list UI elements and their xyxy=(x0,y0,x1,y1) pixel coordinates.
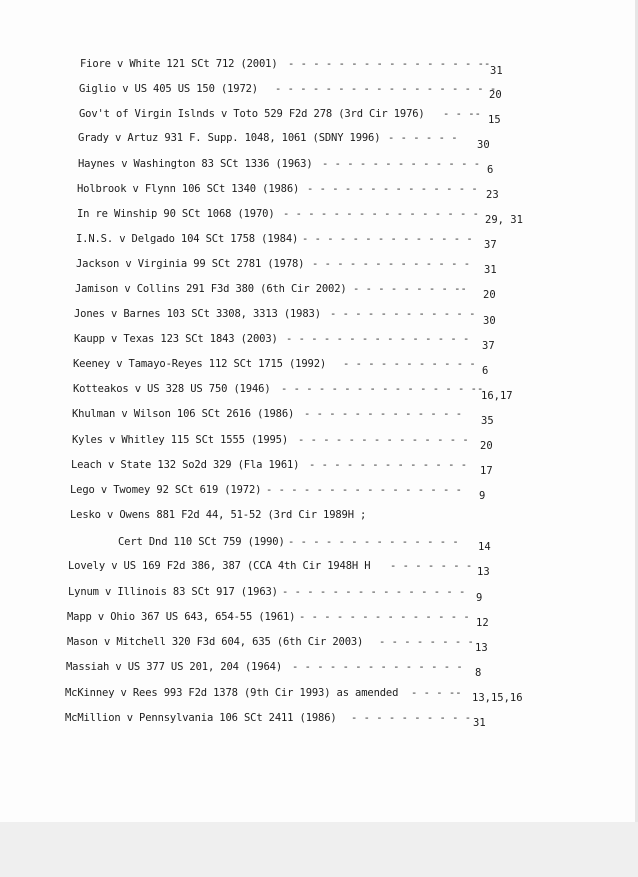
dot-leader: - - - - - - - - xyxy=(379,636,474,648)
dot-leader: - - -- xyxy=(443,108,481,120)
page-reference: 31 xyxy=(490,65,503,77)
dot-leader: - - - - - - - - - - - - - - xyxy=(299,611,470,623)
dot-leader: - - - - - - - - - - - - - - xyxy=(302,233,473,245)
page-reference: 37 xyxy=(484,239,497,251)
dot-leader: - - - - - - - - - - - - - - xyxy=(288,536,459,548)
page-reference: 13,15,16 xyxy=(472,692,523,704)
case-citation: Kyles v Whitley 115 SCt 1555 (1995) xyxy=(72,434,289,446)
case-citation: In re Winship 90 SCt 1068 (1970) xyxy=(77,208,275,220)
page-reference: 12 xyxy=(476,617,489,629)
case-citation: Gov't of Virgin Islnds v Toto 529 F2d 278 (3rd Cir 1976) xyxy=(79,108,425,120)
case-citation: Lovely v US 169 F2d 386, 387 (CCA 4th Cir 1948H H xyxy=(68,560,371,572)
page-reference: 31 xyxy=(473,717,486,729)
case-citation: Leach v State 132 So2d 329 (Fla 1961) xyxy=(71,459,300,471)
case-citation: I.N.S. v Delgado 104 SCt 1758 (1984) xyxy=(76,233,299,245)
dot-leader: - - - - - - - - - - - - - - - -- xyxy=(281,383,484,395)
case-citation: Cert Dnd 110 SCt 759 (1990) xyxy=(118,536,285,548)
scanner-bed-margin xyxy=(0,822,638,877)
dot-leader: - - - - - - - - - - - - - - - xyxy=(286,333,470,345)
dot-leader: - - - - - - - - - - - - - - - - xyxy=(266,484,462,496)
dot-leader: - - - - - - - - -- xyxy=(353,283,467,295)
page-reference: 13 xyxy=(475,642,488,654)
page-reference: 30 xyxy=(477,139,490,151)
page-reference: 23 xyxy=(486,189,499,201)
case-citation: Jackson v Virginia 99 SCt 2781 (1978) xyxy=(76,258,305,270)
dot-leader: - - - - - - - - - - - - xyxy=(330,308,476,320)
case-citation: Jamison v Collins 291 F3d 380 (6th Cir 2002) xyxy=(75,283,347,295)
page-reference: 13 xyxy=(477,566,490,578)
dot-leader: - - - - - - - - - - - - - - - -- xyxy=(288,58,491,70)
case-citation: Khulman v Wilson 106 SCt 2616 (1986) xyxy=(72,408,295,420)
case-citation: Lesko v Owens 881 F2d 44, 51-52 (3rd Cir 1989H ; xyxy=(70,509,367,521)
dot-leader: - - - - - - xyxy=(388,132,458,144)
case-citation: Fiore v White 121 SCt 712 (2001) xyxy=(80,58,278,70)
page-reference: 9 xyxy=(479,490,486,502)
case-citation: Kaupp v Texas 123 SCt 1843 (2003) xyxy=(74,333,278,345)
dot-leader: - - - -- xyxy=(411,687,462,699)
dot-leader: - - - - - - - - - - - - - - - - xyxy=(283,208,479,220)
page-reference: 14 xyxy=(478,541,491,553)
page-reference: 8 xyxy=(475,667,482,679)
case-citation: Lego v Twomey 92 SCt 619 (1972) xyxy=(70,484,262,496)
dot-leader: - - - - - - - - - - - - - - - - - - xyxy=(275,83,497,95)
dot-leader: - - - - - - - - - - - xyxy=(343,358,476,370)
dot-leader: - - - - - - - - - - - - - - xyxy=(292,661,463,673)
dot-leader: - - - - - - - - - - - - - xyxy=(322,158,481,170)
case-citation: Holbrook v Flynn 106 SCt 1340 (1986) xyxy=(77,183,300,195)
case-citation: Keeney v Tamayo-Reyes 112 SCt 1715 (1992) xyxy=(73,358,327,370)
page-reference: 30 xyxy=(483,315,496,327)
page-reference: 17 xyxy=(480,465,493,477)
page-reference: 35 xyxy=(481,415,494,427)
page-reference: 20 xyxy=(480,440,493,452)
case-citation: Giglio v US 405 US 150 (1972) xyxy=(79,83,258,95)
case-citation: Grady v Artuz 931 F. Supp. 1048, 1061 (SDNY 1996) xyxy=(78,132,381,144)
dot-leader: - - - - - - - - - - - - - xyxy=(304,408,463,420)
case-citation: McKinney v Rees 993 F2d 1378 (9th Cir 1993) as amended xyxy=(65,687,399,699)
dot-leader: - - - - - - - xyxy=(390,560,473,572)
page-reference: 29, 31 xyxy=(485,214,523,226)
dot-leader: - - - - - - - - - - - - - xyxy=(312,258,471,270)
dot-leader: - - - - - - - - - - - - - - - xyxy=(282,586,466,598)
page-reference: 6 xyxy=(482,365,489,377)
case-citation: McMillion v Pennsylvania 106 SCt 2411 (1986) xyxy=(65,712,337,724)
dot-leader: - - - - - - - - - - - - - - xyxy=(307,183,478,195)
case-citation: Jones v Barnes 103 SCt 3308, 3313 (1983) xyxy=(74,308,321,320)
case-citation: Massiah v US 377 US 201, 204 (1964) xyxy=(66,661,283,673)
page-reference: 20 xyxy=(489,89,502,101)
page-reference: 16,17 xyxy=(481,390,513,402)
page-reference: 20 xyxy=(483,289,496,301)
page-reference: 9 xyxy=(476,592,483,604)
dot-leader: - - - - - - - - - - xyxy=(351,712,472,724)
dot-leader: - - - - - - - - - - - - - - xyxy=(298,434,469,446)
page-reference: 31 xyxy=(484,264,497,276)
dot-leader: - - - - - - - - - - - - - xyxy=(309,459,468,471)
case-citation: Mason v Mitchell 320 F3d 604, 635 (6th Cir 2003) xyxy=(67,636,364,648)
page-reference: 15 xyxy=(488,114,501,126)
case-citation: Haynes v Washington 83 SCt 1336 (1963) xyxy=(78,158,313,170)
case-citation: Mapp v Ohio 367 US 643, 654-55 (1961) xyxy=(67,611,296,623)
case-citation: Lynum v Illinois 83 SCt 917 (1963) xyxy=(68,586,278,598)
page-reference: 37 xyxy=(482,340,495,352)
case-citation: Kotteakos v US 328 US 750 (1946) xyxy=(73,383,271,395)
page-reference: 6 xyxy=(487,164,494,176)
